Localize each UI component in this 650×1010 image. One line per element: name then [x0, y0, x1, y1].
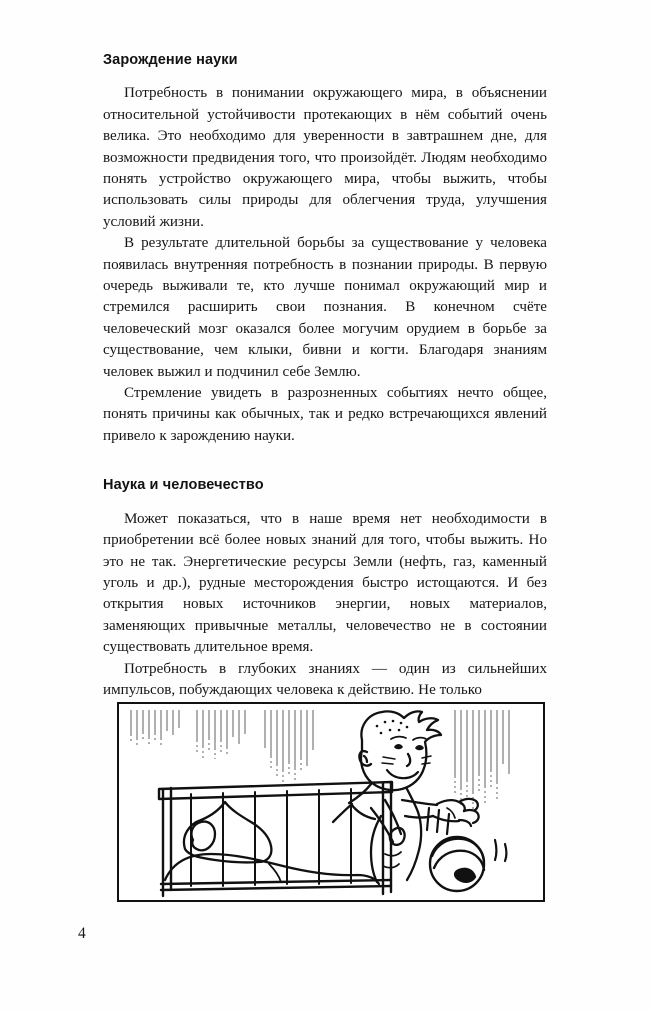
illustration-drawing — [119, 704, 542, 899]
illustration-figure — [117, 702, 545, 902]
pillow — [184, 802, 271, 862]
paragraph: Потребность в понимании окружающего мира, в объяснении относительной устойчивости протекающих в нём событий очень велика. Это необходимо для уверенности в завтрашнем дне, для возможности предвидения того, что произойдёт. Людям необходимо понять устройство окружающего мира, чтобы выжить, чтобы использовать силы природы для облегчения труда, улучшения условий жизни. — [103, 85, 547, 230]
paragraph: Стремление увидеть в разрозненных событиях нечто общее, понять причины как обычных, так и редко встречающихся явлений привело к зарождению науки. — [103, 385, 547, 444]
paragraph: В результате длительной борьбы за существование у человека появилась внутренняя потребность в познании природы. В первую очередь выживали те, кто лучше понимал окружающий мир и стремился расширить свои познания. В конечном счёте человеческий мозг оказался более могучим орудием в борьбе за существование, чем клыки, бивни и когти. Благодаря знаниям человек выжил и подчинил себе Землю. — [103, 235, 547, 380]
illustration-frame — [117, 702, 545, 902]
paragraph: Может показаться, что в наше время нет необходимости в приобретении всё более новых знаний для того, чтобы выжить. Но это не так. Энергетические ресурсы Земли (нефть, газ, каменный уголь и др.), рудные месторождения быстро истощаются. И без открытия новых источников энергии, новых материалов, заменяющих привычные металлы, человечество не в состоянии существовать длительное время. — [103, 510, 547, 656]
section-heading-nauka-i-chelovechestvo: Наука и человечество — [103, 477, 264, 494]
section-heading-zarozhdenie-nauki: Зарождение науки — [103, 52, 238, 68]
crib — [159, 782, 392, 896]
section-2-heading-block — [103, 477, 547, 494]
page-number: 4 — [78, 925, 86, 942]
blanket — [165, 854, 379, 884]
text-column — [103, 52, 547, 701]
section-1-heading-block — [103, 52, 547, 69]
paragraph: Потребность в глубоких знаниях — один из сильнейших импульсов, побуждающих человека к действию. Не только — [103, 660, 547, 698]
motion-lines — [427, 808, 507, 861]
ball — [430, 837, 484, 891]
boy-figure — [333, 711, 479, 882]
